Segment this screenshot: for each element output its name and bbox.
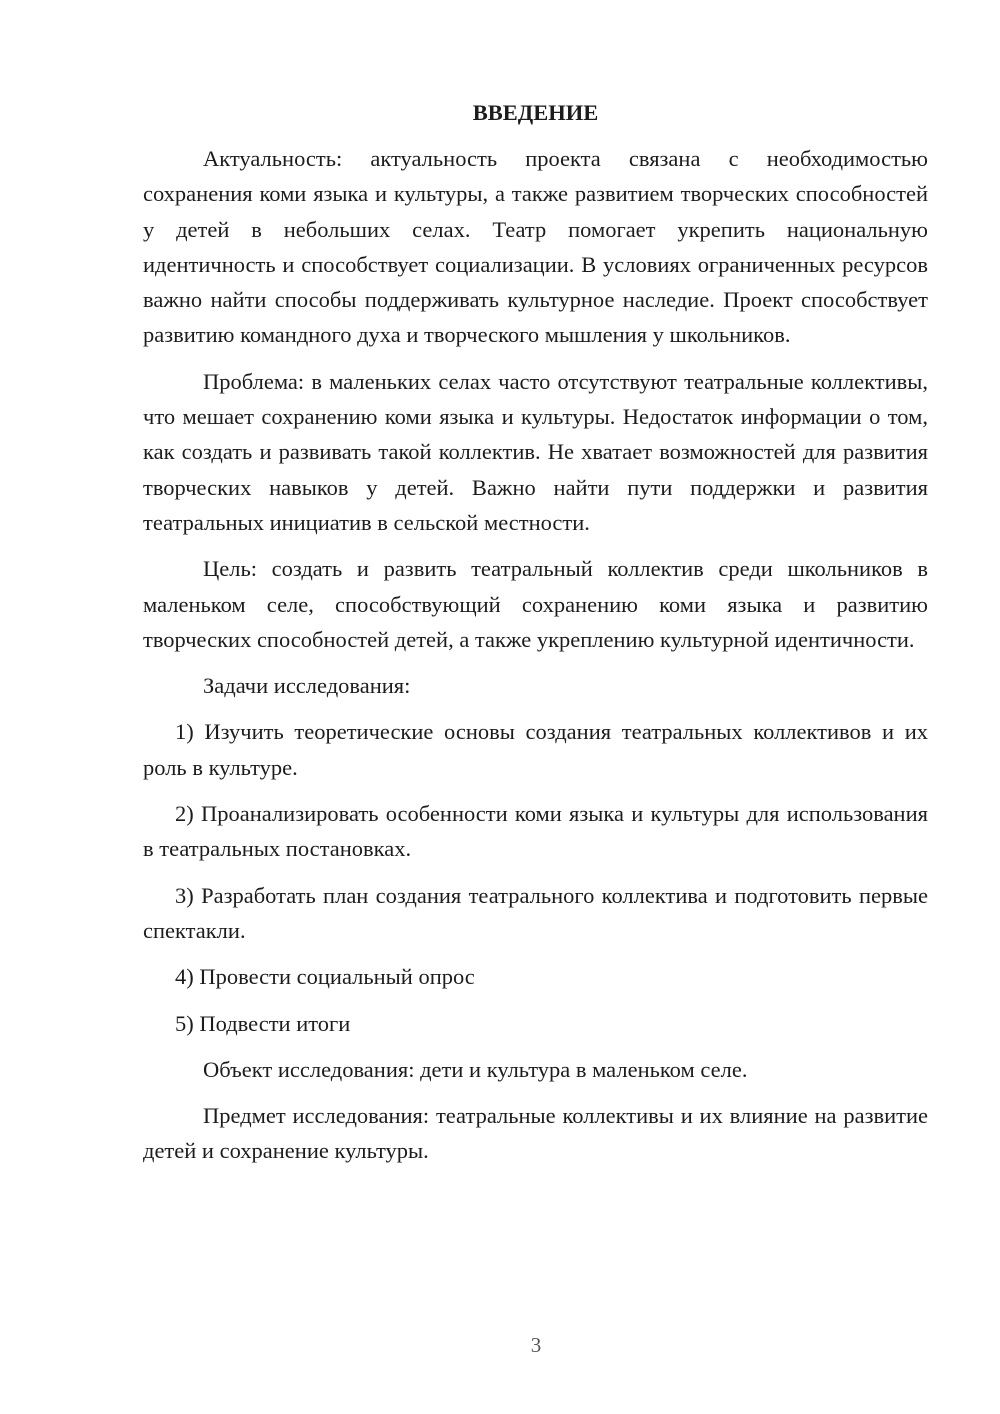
paragraph-relevance: Актуальность: актуальность проекта связана с необходимостью сохранения коми языка и культуры, а также развитием творческих способностей у детей в небольших селах. Театр помогает укрепить национальную идентичность и способствует социализации. В условиях ограниченных ресурсов важно найти способы поддерживать культурное наследие. Проект способствует развитию командного духа и творческого мышления у школьников. — [143, 146, 928, 348]
paragraph-subject: Предмет исследования: театральные коллективы и их влияние на развитие детей и сохранение культуры. — [143, 1103, 928, 1164]
tasks-heading: Задачи исследования: — [203, 673, 411, 699]
task-item-3: 3) Разработать план создания театрального коллектива и подготовить первые спектакли. — [143, 882, 928, 943]
task-item-1: 1) Изучить теоретические основы создания театральных коллективов и их роль в культуре. — [143, 719, 928, 780]
page-number: 3 — [530, 1333, 542, 1357]
task-item-4: 4) Провести социальный опрос — [175, 964, 475, 990]
paragraph-object: Объект исследования: дети и культура в маленьком селе. — [203, 1056, 748, 1082]
task-item-5: 5) Подвести итоги — [175, 1010, 351, 1036]
document-page — [143, 95, 928, 1180]
paragraph-goal: Цель: создать и развить театральный коллектив среди школьников в маленьком селе, способствующий сохранению коми языка и развитию творческих способностей детей, а также укреплению культурной идентичности. — [143, 556, 928, 652]
paragraph-problem: Проблема: в маленьких селах часто отсутствуют театральные коллективы, что мешает сохранению коми языка и культуры. Недостаток информации о том, как создать и развивать такой коллектив. Не хватает возможностей для развития творческих навыков у детей. Важно найти пути поддержки и развития театральных инициатив в сельской местности. — [143, 368, 928, 535]
task-item-2: 2) Проанализировать особенности коми языка и культуры для использования в театральных постановках. — [143, 801, 928, 862]
page-title: ВВЕДЕНИЕ — [472, 100, 599, 125]
